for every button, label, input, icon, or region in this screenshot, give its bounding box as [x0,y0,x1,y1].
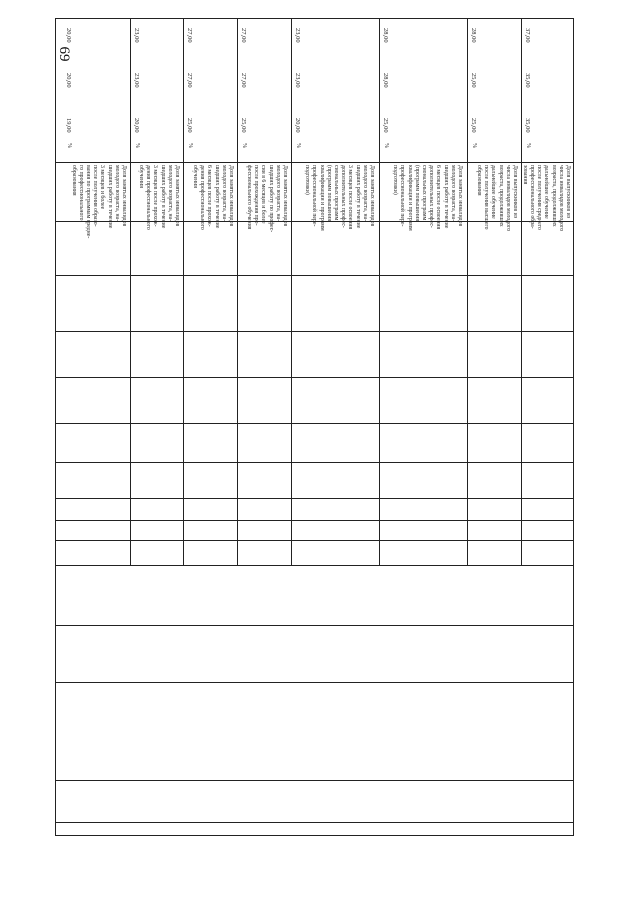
row-6-unit: % [383,143,389,148]
column-divider [467,18,468,565]
column-divider [521,18,522,565]
row-5-value-1: 20,00 [294,118,301,133]
row-4-description: Доля занятых инвалидов молодого возраста, на- шедших работу по профес- сии в 6 месяцев и более после прохождения про- фессионального обучения [245,165,288,233]
row-divider [55,377,574,378]
row-divider [55,822,574,823]
row-2-description: Доля занятых инвалидов молодого возраста, на- шедших работу в течение 3 месяцев после прохож- дения профессионального обучения [137,165,180,230]
row-divider [55,625,574,626]
row-7-value-1: 25,00 [470,118,477,133]
row-divider [55,423,574,424]
row-7-value-3: 28,00 [470,28,477,43]
row-7-value-2: 25,00 [470,73,477,88]
row-3-description: Доля занятых инвалидов молодого возраста, на- шедших работу в течение 6 месяцев после прохож- дения профессионального обучения [191,165,234,230]
row-1-value-3: 20,00 [65,28,72,43]
row-7-description: Доля выпускников из числа инвалидов молодого возраста, продолживших дальнейшее обучение после получения высшего образования [475,165,518,232]
row-5-unit: % [295,143,301,148]
row-6-value-1: 25,00 [382,118,389,133]
row-3-value-2: 27,00 [186,73,193,88]
row-2-value-1: 20,00 [133,118,140,133]
row-1-value-2: 20,00 [65,73,72,88]
row-1-unit: % [66,143,72,148]
row-5-value-2: 23,00 [294,73,301,88]
row-6-value-3: 28,00 [382,28,389,43]
row-2-unit: % [134,143,140,148]
row-divider [55,162,574,163]
row-8-description: Доля выпускников из числа инвалидов молодого возраста, продолживших дальнейшее обучение после получения среднего профессионального обра- зования [521,165,571,232]
column-divider [237,18,238,565]
column-divider [183,18,184,565]
row-divider [55,462,574,463]
row-2-value-3: 23,00 [133,28,140,43]
row-4-value-2: 27,00 [240,73,247,88]
row-1-value-1: 19,00 [65,118,72,133]
row-4-unit: % [241,143,247,148]
page-number: 69 [56,46,73,62]
row-8-value-1: 35,00 [524,118,531,133]
row-divider [55,520,574,521]
row-divider [55,331,574,332]
row-6-value-2: 28,00 [382,73,389,88]
row-divider [55,540,574,541]
row-6-description: Доля занятых инвалидов молодого возраста, на- шедших работу в течение 6 месяцев после освоения дополнительных профес- сиональных программ (программ повышения квалификации и программ профессиональной пере- подготовки) [392,165,463,231]
row-8-value-3: 37,00 [524,28,531,43]
row-3-unit: % [187,143,193,148]
row-3-value-1: 25,00 [186,118,193,133]
column-divider [379,18,380,565]
row-divider [55,682,574,683]
row-divider [55,498,574,499]
row-4-value-1: 25,00 [240,118,247,133]
row-8-unit: % [525,143,531,148]
row-5-description: Доля занятых инвалидов молодого возраста, на- шедших работу в течение 3 месяцев после освоения дополнительных профес- сиональных программ (программ повышения квалификации и программ профессиональной пере- подготовки) [304,165,375,231]
table-frame [55,18,574,836]
column-divider [291,18,292,565]
row-7-unit: % [471,143,477,148]
row-5-value-3: 23,00 [294,28,301,43]
row-8-value-2: 35,00 [524,73,531,88]
row-1-description: Доля занятых инвалидов молодого возраста, на- шедших работу в течение 3 месяцев и более после получения образо- вания по программам средне- го профессионального образования [70,165,127,239]
column-divider [130,18,131,565]
row-divider [55,565,574,566]
row-2-value-2: 23,00 [133,73,140,88]
row-divider [55,275,574,276]
row-divider [55,780,574,781]
row-4-value-3: 27,00 [240,28,247,43]
row-3-value-3: 27,00 [186,28,193,43]
